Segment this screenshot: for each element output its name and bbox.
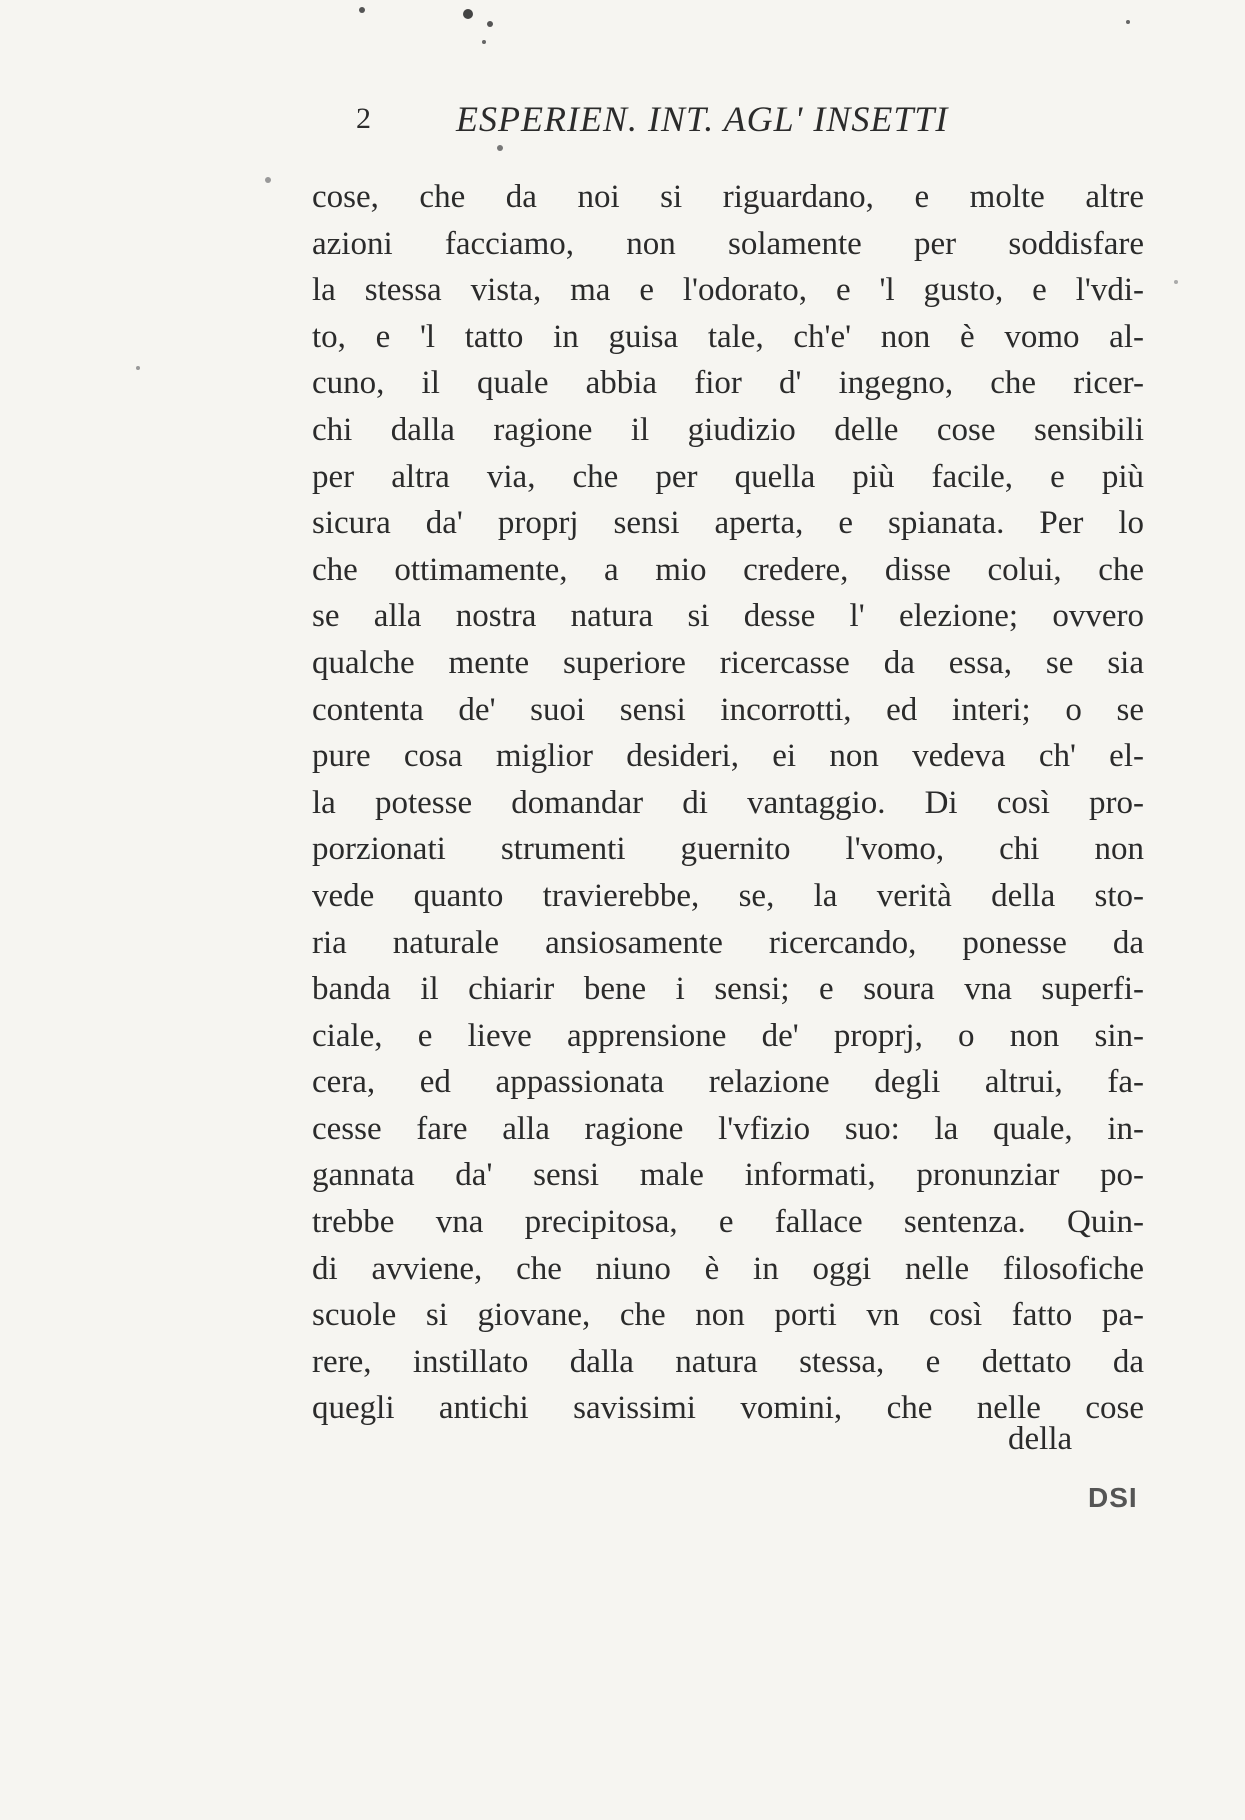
text-line: che ottimamente, a mio credere, disse colui, che [312, 551, 1144, 588]
text-line: pure cosa miglior desideri, ei non vedeva ch' el- [312, 738, 1144, 775]
text-line: porzionati strumenti guernito l'vomo, chi non [312, 831, 1144, 868]
text-line: la potesse domandar di vantaggio. Di così pro- [312, 784, 1144, 821]
catchword: della [1008, 1421, 1073, 1457]
text-line: rere, instillato dalla natura stessa, e dettato da [312, 1343, 1144, 1380]
text-line: di avviene, che niuno è in oggi nelle filosofiche [312, 1250, 1144, 1287]
text-line: to, e 'l tatto in guisa tale, ch'e' non è vomo al- [312, 318, 1144, 355]
text-line: banda il chiarir bene i sensi; e soura vna superfi- [312, 971, 1144, 1008]
page-number: 2 [356, 102, 371, 135]
text-line: ria naturale ansiosamente ricercando, ponesse da [312, 924, 1144, 961]
text-line: contenta de' suoi sensi incorrotti, ed interi; o se [312, 691, 1144, 728]
text-line: se alla nostra natura si desse l' elezione; ovvero [312, 598, 1144, 635]
text-line: la stessa vista, ma e l'odorato, e 'l gusto, e l'vdi- [312, 272, 1144, 309]
text-line: qualche mente superiore ricercasse da essa, se sia [312, 644, 1144, 681]
text-line: trebbe vna precipitosa, e fallace sentenza. Quin- [312, 1204, 1144, 1241]
text-line: azioni facciamo, non solamente per soddisfare [312, 225, 1144, 262]
text-line: scuole si giovane, che non porti vn così fatto pa- [312, 1297, 1144, 1334]
text-line: vede quanto travierebbe, se, la verità della sto- [312, 877, 1144, 914]
running-title: ESPERIEN. INT. AGL' INSETTI [456, 99, 949, 139]
text-line: cuno, il quale abbia fior d' ingegno, che ricer- [312, 365, 1144, 402]
text-line: cera, ed appassionata relazione degli altrui, fa- [312, 1064, 1144, 1101]
signature-mark: DSI [1088, 1482, 1138, 1513]
text-line: per altra via, che per quella più facile, e più [312, 458, 1144, 495]
text-line: quegli antichi savissimi vomini, che nelle cose [312, 1390, 1144, 1427]
text-line: gannata da' sensi male informati, pronunziar po- [312, 1157, 1144, 1194]
body-text [312, 174, 1144, 1432]
text-line: ciale, e lieve apprensione de' proprj, o non sin- [312, 1017, 1144, 1054]
text-line: cose, che da noi si riguardano, e molte altre [312, 179, 1144, 215]
text-line: chi dalla ragione il giudizio delle cose sensibili [312, 411, 1144, 448]
text-line: sicura da' proprj sensi aperta, e spianata. Per lo [312, 505, 1144, 542]
page-header [356, 98, 1116, 158]
text-line: cesse fare alla ragione l'vfizio suo: la quale, in- [312, 1110, 1144, 1147]
